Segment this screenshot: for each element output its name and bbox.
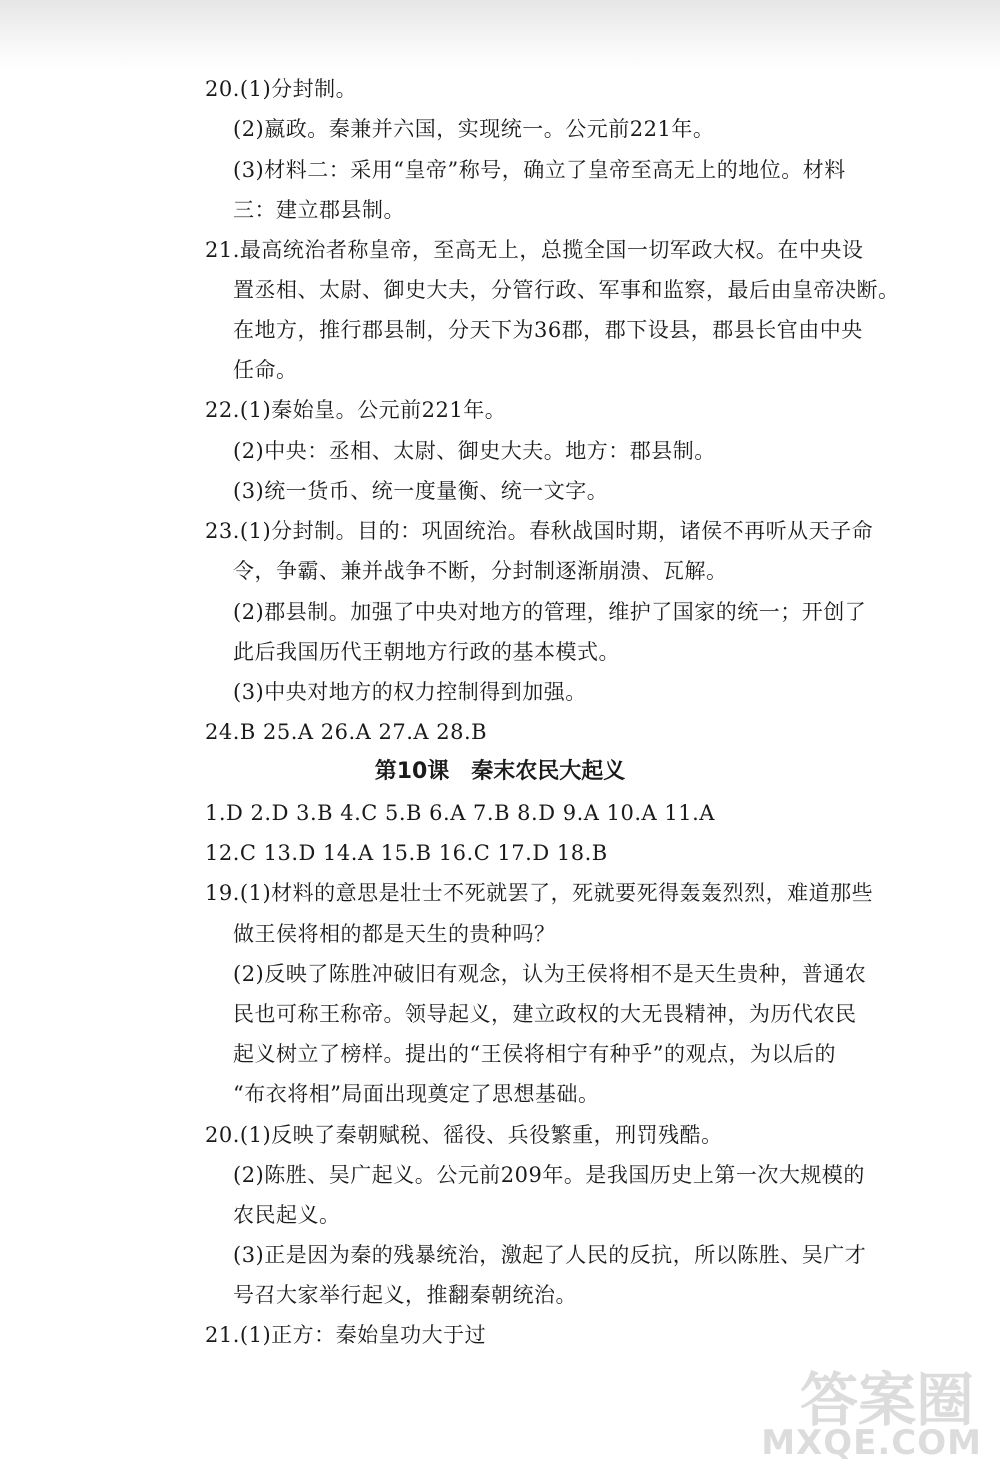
answer-line: 12.C 13.D 14.A 15.B 16.C 17.D 18.B [205,841,608,865]
answer-line: (2)反映了陈胜冲破旧有观念，认为王侯将相不是天生贵种，普通农 [233,962,867,986]
answer-line: 22.(1)秦始皇。公元前221年。 [205,398,507,422]
watermark-main-text: 答案圈 [799,1366,974,1434]
answer-line: 23.(1)分封制。目的：巩固统治。春秋战国时期，诸侯不再听从天子命 [205,519,874,543]
answer-line: 21.(1)正方：秦始皇功大于过 [205,1323,487,1347]
answer-line: 农民起义。 [233,1203,341,1227]
watermark-logo [742,1353,992,1463]
answer-line: (3)正是因为秦的残暴统治，激起了人民的反抗，所以陈胜、吴广才 [233,1243,867,1267]
answer-line: (2)中央：丞相、太尉、御史大夫。地方：郡县制。 [233,439,716,463]
answer-line: (3)中央对地方的权力控制得到加强。 [233,680,587,704]
answer-line: 起义树立了榜样。提出的“王侯将相宁有种乎”的观点，为以后的 [233,1042,836,1066]
answer-line: 号召大家举行起义，推翻秦朝统治。 [233,1283,577,1307]
lesson-heading: 第10课 秦末农民大起义 [374,759,626,784]
answer-line: 1.D 2.D 3.B 4.C 5.B 6.A 7.B 8.D 9.A 10.A 11.A [205,801,715,825]
answer-line: 任命。 [233,358,298,382]
answer-line: 19.(1)材料的意思是壮士不死就罢了，死就要死得轰轰烈烈，难道那些 [205,881,874,905]
answer-line: 21.最高统治者称皇帝，至高无上，总揽全国一切军政大权。在中央设 [205,238,864,262]
answer-line: (3)统一货币、统一度量衡、统一文字。 [233,479,609,503]
answer-line: (2)陈胜、吴广起义。公元前209年。是我国历史上第一次大规模的 [233,1163,865,1187]
answer-line: 令，争霸、兼并战争不断，分封制逐渐崩溃、瓦解。 [233,559,728,583]
answer-line: 民也可称王称帝。领导起义，建立政权的大无畏精神，为历代农民 [233,1002,857,1026]
answer-line: 24.B 25.A 26.A 27.A 28.B [205,720,488,744]
answer-line: 此后我国历代王朝地方行政的基本模式。 [233,640,620,664]
answer-line: (3)材料二：采用“皇帝”称号，确立了皇帝至高无上的地位。材料 [233,158,846,182]
answer-line: 做王侯将相的都是天生的贵种吗？ [233,922,556,946]
answer-line: 在地方，推行郡县制，分天下为36郡，郡下设县，郡县长官由中央 [233,318,863,342]
answer-line: “布衣将相”局面出现奠定了思想基础。 [233,1082,600,1106]
answer-line: 20.(1)分封制。 [205,77,358,101]
answer-line: (2)郡县制。加强了中央对地方的管理，维护了国家的统一；开创了 [233,600,867,624]
answer-line: 20.(1)反映了秦朝赋税、徭役、兵役繁重，刑罚残酷。 [205,1123,723,1147]
watermark-domain-text: MXQE.COM [761,1423,982,1463]
answer-line: (2)嬴政。秦兼并六国，实现统一。公元前221年。 [233,117,715,141]
answer-line: 置丞相、太尉、御史大夫，分管行政、军事和监察，最后由皇帝决断。 [233,278,900,302]
answer-line: 三：建立郡县制。 [233,198,405,222]
